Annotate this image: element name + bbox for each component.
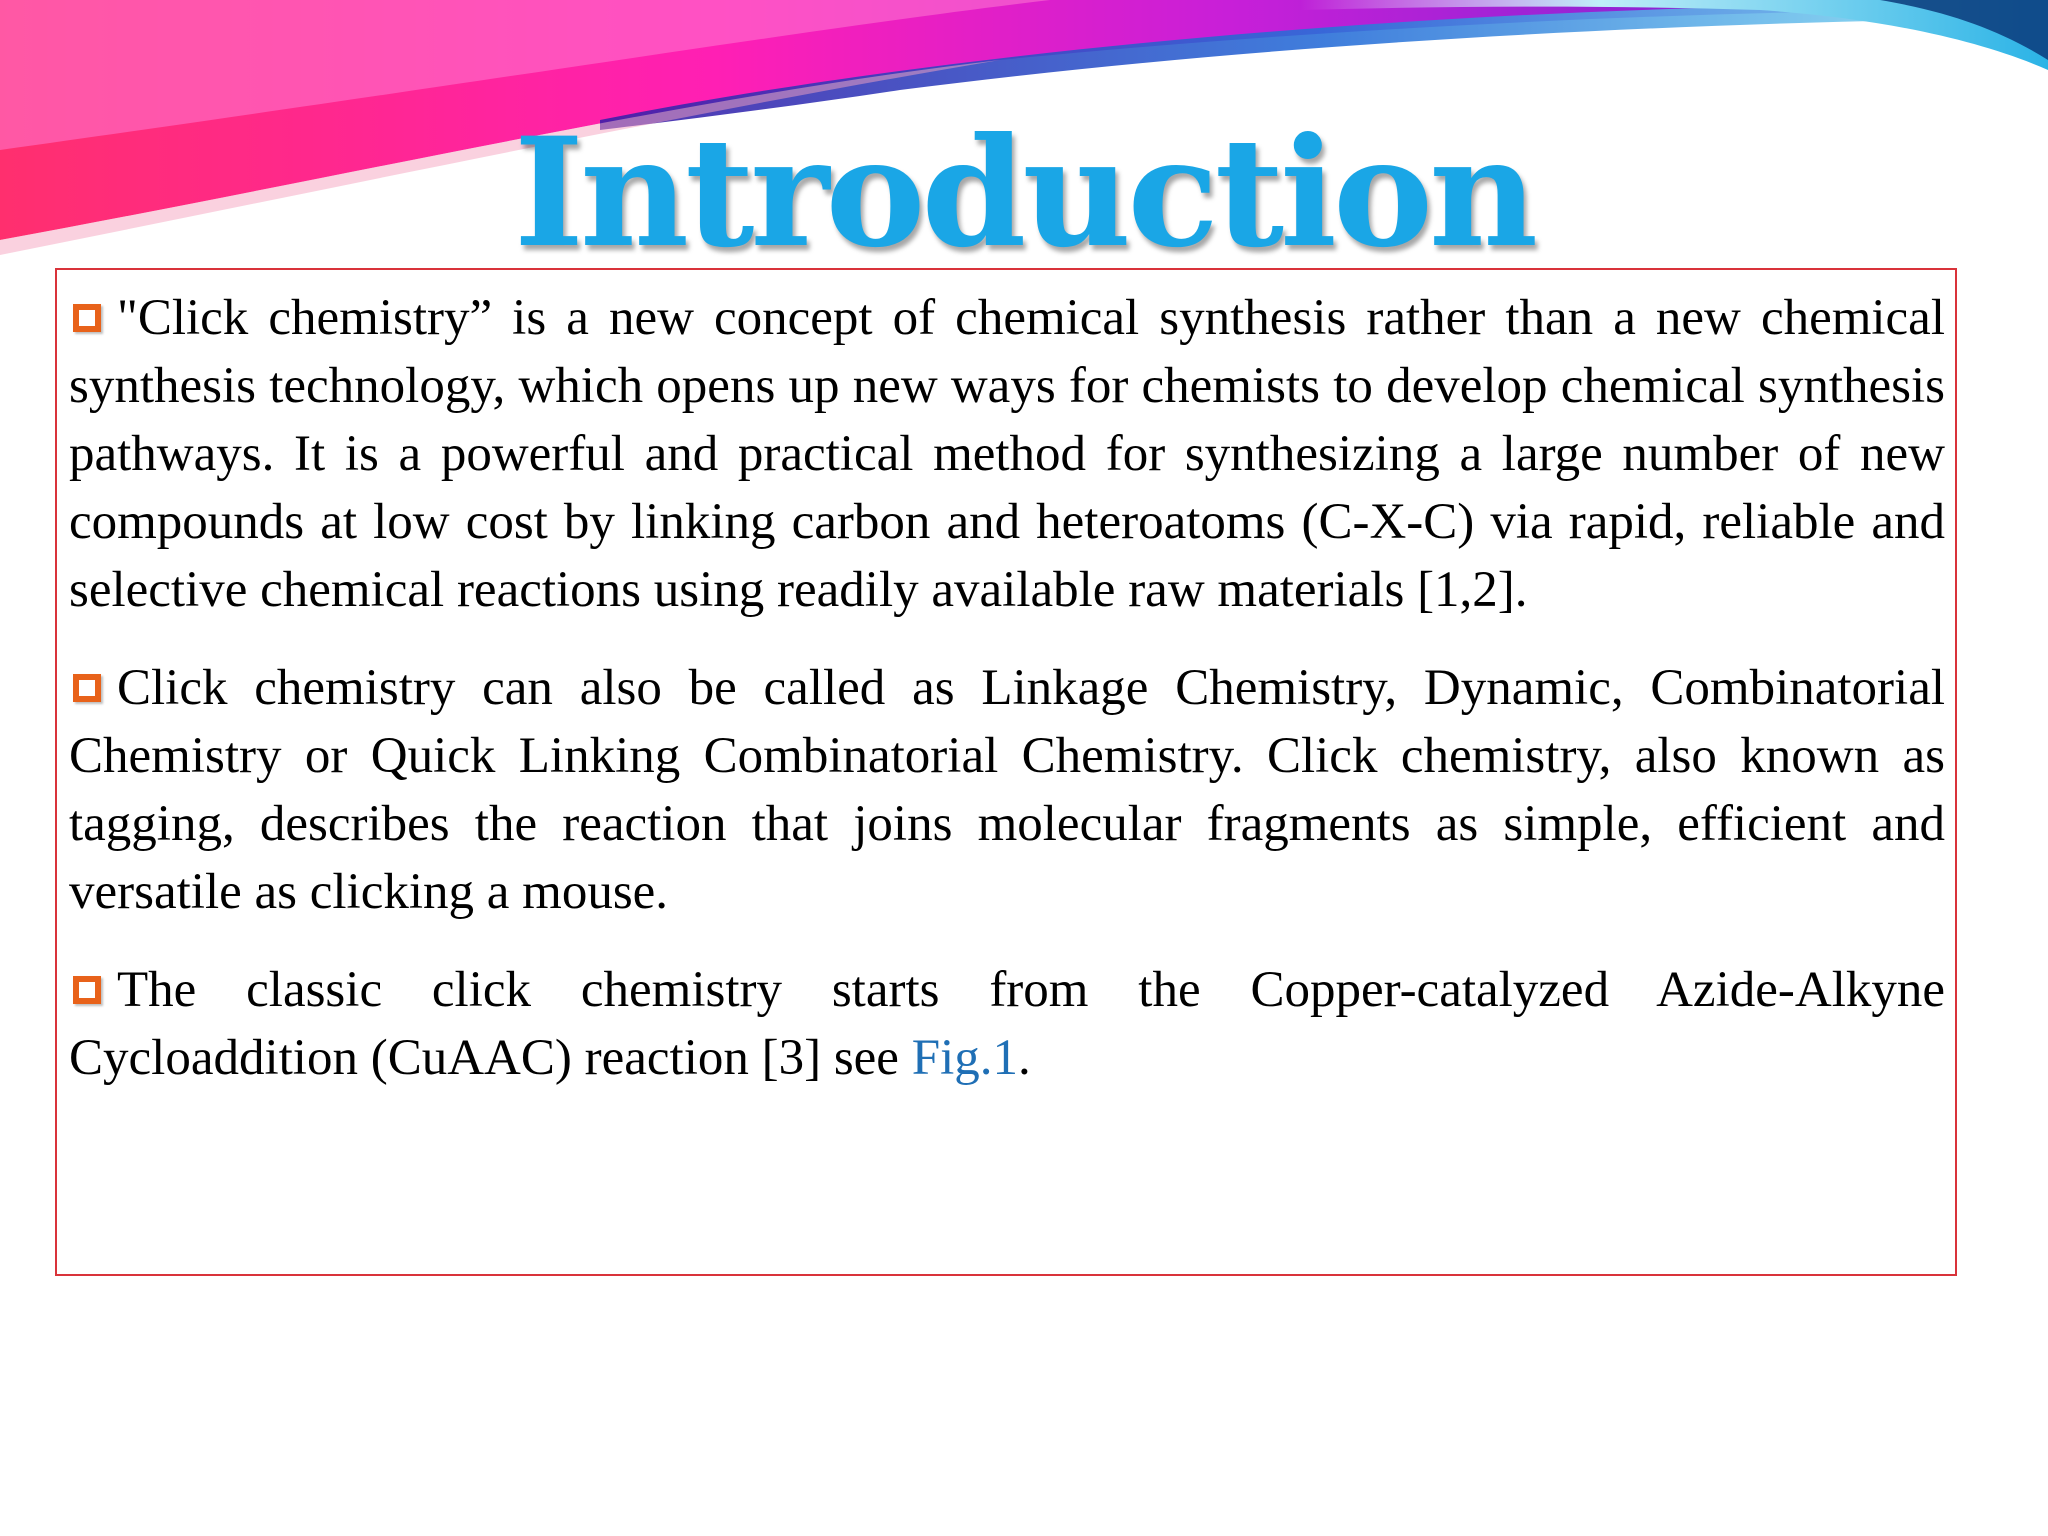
content-box (55, 268, 1957, 1276)
square-bullet-icon (73, 976, 101, 1004)
bullet-text: "Click chemistry” is a new concept of chemical synthesis rather than a new chemical synthesis technology, which opens up new ways for chemists to develop chemical synthesis pathways. It is a powerful and practical method for synthesizing a large number of new compounds at low cost by linking carbon and heteroatoms (C-X-C) via rapid, reliable and selective chemical reactions using readily available raw materials [1,2]. (69, 290, 1945, 618)
square-bullet-icon (73, 674, 101, 702)
bullet-text: The classic click chemistry starts from the Copper-catalyzed Azide-Alkyne Cycloaddition (CuAAC) reaction [3] see (69, 962, 1945, 1086)
bullet-text-end: . (1018, 1030, 1031, 1086)
page-title: Introduction (513, 105, 1535, 281)
bullet-paragraph (69, 956, 1945, 1092)
bullet-paragraph (69, 654, 1945, 926)
square-bullet-icon (73, 304, 101, 332)
bullet-paragraph (69, 284, 1945, 624)
bullet-text: Click chemistry can also be called as Linkage Chemistry, Dynamic, Combinatorial Chemistry or Quick Linking Combinatorial Chemistry. Click chemistry, also known as tagging, describes the reaction that joins molecular fragments as simple, efficient and versatile as clicking a mouse. (69, 660, 1945, 920)
figure-reference-link[interactable]: Fig.1 (911, 1030, 1018, 1086)
